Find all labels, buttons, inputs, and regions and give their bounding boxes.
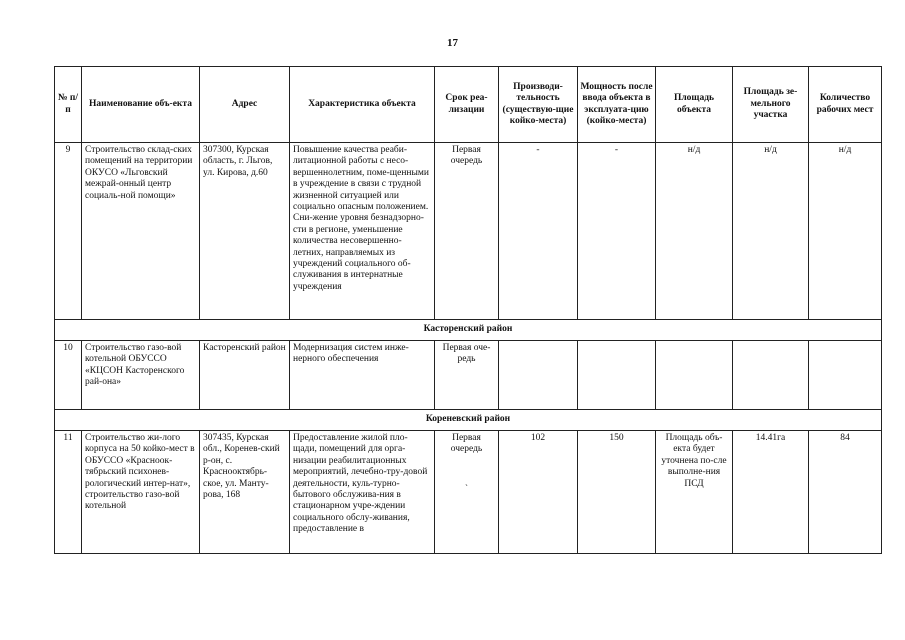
object-term: Первая очередь [435, 143, 499, 320]
header-land-area: Площадь зе-мельного участка [733, 67, 809, 143]
row-number: 10 [55, 341, 82, 410]
characteristics-text: Повышение качества реаби-литационной работы с несо-вершеннолетним, поме-щенными в учреждение в связи с трудной жизненной ситуацией или социально опасным положением. Сни-жение уровня безнадзорно-сти в регионе, уменьшение количества несовершенно-летних, направляемых из учреждений социального об-служивания в интернатные учреждения [293, 145, 429, 292]
object-name [82, 431, 200, 554]
header-address: Адрес [200, 67, 290, 143]
object-term: Первая оче-редь [435, 341, 499, 410]
object-name: Строительство газо-вой котельной ОБУССО «КЦСОН Касторенского рай-она» [82, 341, 200, 410]
object-address: Касторенский район [200, 341, 290, 410]
stray-mark: ˏ [465, 475, 468, 486]
page-number: 17 [447, 37, 458, 49]
object-term [435, 431, 499, 554]
object-jobs: 84 [809, 431, 882, 554]
object-capacity-after: 150 [578, 431, 656, 554]
characteristics-text: Предоставление жилой пло-щади, помещений для орга-низации реабилитационных мероприятий, лечебно-тру-довой деятельности, куль-турно-бытового обслужива-ния в стационарном учре-ждении социального обслу-живания, предоставление в [293, 433, 428, 535]
header-jobs: Количество рабочих мест [809, 67, 882, 143]
object-capacity: - [499, 143, 578, 320]
district-section-row [55, 320, 882, 341]
table-row [55, 143, 882, 320]
object-area: н/д [656, 143, 733, 320]
district-heading: Кореневский район [55, 410, 882, 431]
row-number: 11 [55, 431, 82, 554]
object-capacity [499, 341, 578, 410]
district-heading: Касторенский район [55, 320, 882, 341]
object-jobs [809, 341, 882, 410]
district-section-row [55, 410, 882, 431]
header-characteristics: Характеристика объекта [290, 67, 435, 143]
row-number: 9 [55, 143, 82, 320]
object-capacity-after: - [578, 143, 656, 320]
header-object-area: Площадь объекта [656, 67, 733, 143]
object-name-text: Строительство жи-лого корпуса на 50 койко-мест в ОБУССО «Красноок-тябрьский психонев-рологический интер-нат», строительство газо-вой котельной [85, 433, 195, 512]
object-land-area: н/д [733, 143, 809, 320]
object-capacity: 102 [499, 431, 578, 554]
term-text: Первая очередь [450, 433, 483, 455]
object-land-area: 14.41га [733, 431, 809, 554]
object-area: Площадь объ-екта будет уточнена по-сле выполне-ния ПСД [656, 431, 733, 554]
table-header-row [55, 67, 882, 143]
header-capacity: Производи-тельность (существую-щие койко-места) [499, 67, 578, 143]
header-object-name: Наименование объ-екта [82, 67, 200, 143]
object-characteristics [290, 431, 435, 554]
object-address: 307435, Курская обл., Коренев-ский р-он, с. Краснооктябрь-ское, ул. Манту-рова, 168 [200, 431, 290, 554]
object-characteristics: Модернизация систем инже-нерного обеспечения [290, 341, 435, 410]
table-row [55, 341, 882, 410]
header-number: № п/п [55, 67, 82, 143]
object-land-area [733, 341, 809, 410]
header-capacity-after: Мощность после ввода объекта в эксплуата-цию (койко-места) [578, 67, 656, 143]
header-term: Срок реа-лизации [435, 67, 499, 143]
object-address: 307300, Курская область, г. Льгов, ул. Кирова, д.60 [200, 143, 290, 320]
object-jobs: н/д [809, 143, 882, 320]
object-characteristics [290, 143, 435, 320]
social-objects-table [54, 66, 882, 554]
object-name: Строительство склад-ских помещений на территории ОКУСО «Льговский межрай-онный центр социаль-ной помощи» [82, 143, 200, 320]
object-capacity-after [578, 341, 656, 410]
table-row [55, 431, 882, 554]
object-area [656, 341, 733, 410]
